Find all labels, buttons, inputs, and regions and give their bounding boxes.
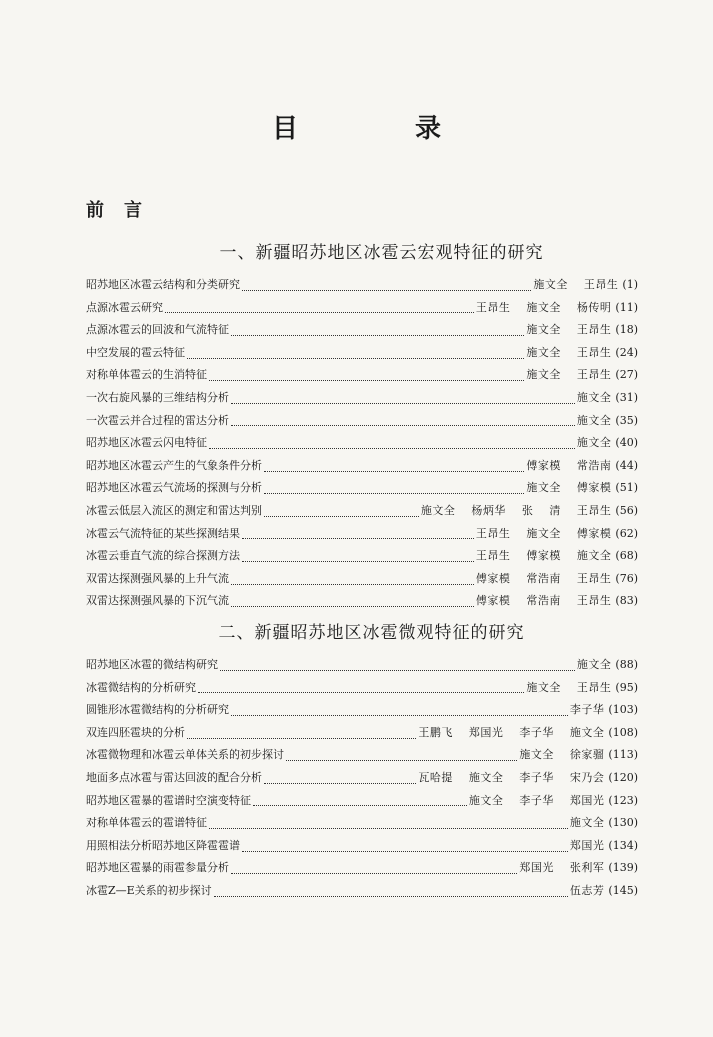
entry-title: 冰雹云垂直气流的综合探测方法 xyxy=(86,549,240,563)
entry-title: 昭苏地区冰雹的微结构研究 xyxy=(86,658,218,671)
toc-entry xyxy=(86,814,638,837)
dot-leader xyxy=(286,760,517,761)
dot-leader xyxy=(242,290,531,291)
toc-entry xyxy=(86,882,638,905)
dot-leader xyxy=(264,516,419,517)
entry-page-number: (35) xyxy=(615,413,638,427)
dot-leader xyxy=(242,561,474,562)
toc-entry xyxy=(86,502,638,525)
entry-page-number: (24) xyxy=(615,345,638,359)
entry-page-number: (1) xyxy=(622,278,638,291)
entry-page-number: (83) xyxy=(615,594,638,608)
entry-title: 昭苏地区雹暴的雹谱时空演变特征 xyxy=(86,793,251,807)
dot-leader xyxy=(264,471,524,472)
entry-page-number: (31) xyxy=(615,390,638,404)
entry-title: 昭苏地区冰雹云产生的气象条件分析 xyxy=(86,458,262,472)
entry-authors: 傅家模 常浩南 王昂生 xyxy=(475,594,612,608)
entry-authors: 施文全 杨炳华 张 清 王昂生 xyxy=(420,503,612,517)
entry-authors: 王昂生 施文全 傅家模 xyxy=(475,526,612,540)
entry-page-number: (40) xyxy=(615,436,638,450)
entry-authors: 施文全 徐家骝 xyxy=(519,748,605,762)
dot-leader xyxy=(231,873,517,874)
entry-authors: 傅家模 常浩南 xyxy=(526,458,612,472)
dot-leader xyxy=(231,403,575,404)
preface-heading: 前言 xyxy=(86,200,162,221)
toc-entry xyxy=(86,724,638,747)
section-heading-2: 二、新疆昭苏地区冰雹微观特征的研究 xyxy=(218,623,525,643)
entry-page-number: (130) xyxy=(608,816,638,830)
dot-leader xyxy=(187,358,524,359)
entry-title: 昭苏地区冰雹云气流场的探测与分析 xyxy=(86,481,262,495)
entry-page-number: (108) xyxy=(608,725,638,739)
entry-authors: 施文全 傅家模 xyxy=(526,481,612,495)
entry-authors: 施文全 xyxy=(576,390,612,404)
entry-page-number: (27) xyxy=(615,368,638,382)
entry-page-number: (62) xyxy=(615,526,638,540)
dot-leader xyxy=(209,380,524,381)
toc-entry xyxy=(86,299,638,322)
entry-page-number: (51) xyxy=(615,481,638,495)
toc-entry xyxy=(86,701,638,724)
entry-authors: 施文全 xyxy=(576,658,612,671)
toc-entry xyxy=(86,389,638,412)
entry-page-number: (18) xyxy=(615,323,638,337)
entry-page-number: (123) xyxy=(608,793,638,807)
entry-page-number: (88) xyxy=(615,658,638,671)
entry-authors: 傅家模 常浩南 王昂生 xyxy=(475,571,612,585)
entry-title: 圆锥形冰雹微结构的分析研究 xyxy=(86,703,229,717)
entry-title: 对称单体雹云的生消特征 xyxy=(86,368,207,382)
entry-authors: 伍志芳 xyxy=(569,883,605,897)
entry-authors: 施文全 xyxy=(576,413,612,427)
dot-leader xyxy=(231,425,575,426)
entry-authors: 施文全 王昂生 xyxy=(533,278,619,291)
toc-entry xyxy=(86,746,638,769)
toc-list-section-1 xyxy=(86,276,638,615)
entry-authors: 施文全 王昂生 xyxy=(526,368,612,382)
entry-authors: 王昂生 施文全 杨传明 xyxy=(475,300,612,314)
toc-entry xyxy=(86,457,638,480)
entry-title: 双雷达探测强风暴的下沉气流 xyxy=(86,594,229,608)
entry-page-number: (11) xyxy=(615,300,638,314)
entry-page-number: (113) xyxy=(608,748,638,762)
toc-entry xyxy=(86,344,638,367)
entry-title: 冰雹Z—E关系的初步探讨 xyxy=(86,883,212,897)
entry-authors: 李子华 xyxy=(569,703,605,717)
toc-entry xyxy=(86,592,638,615)
dot-leader xyxy=(220,670,575,671)
entry-title: 冰雹微结构的分析研究 xyxy=(86,680,196,694)
toc-entry xyxy=(86,859,638,882)
entry-page-number: (68) xyxy=(615,549,638,563)
entry-title: 冰雹云低层入流区的测定和雷达判别 xyxy=(86,503,262,517)
entry-title: 冰雹微物理和冰雹云单体关系的初步探讨 xyxy=(86,748,284,762)
dot-leader xyxy=(209,828,568,829)
entry-authors: 施文全 李子华 郑国光 xyxy=(468,793,605,807)
entry-title: 昭苏地区雹暴的雨雹参量分析 xyxy=(86,861,229,875)
entry-page-number: (56) xyxy=(615,503,638,517)
entry-page-number: (134) xyxy=(608,838,638,852)
toc-entry xyxy=(86,366,638,389)
entry-title: 一次雹云并合过程的雷达分析 xyxy=(86,413,229,427)
entry-title: 昭苏地区冰雹云闪电特征 xyxy=(86,436,207,450)
entry-title: 昭苏地区冰雹云结构和分类研究 xyxy=(86,278,240,291)
entry-authors: 施文全 xyxy=(576,436,612,450)
dot-leader xyxy=(209,448,575,449)
toc-entry xyxy=(86,479,638,502)
dot-leader xyxy=(264,493,524,494)
dot-leader xyxy=(214,896,568,897)
entry-title: 双雷达探测强风暴的上升气流 xyxy=(86,571,229,585)
toc-list-section-2 xyxy=(86,656,638,905)
toc-entry xyxy=(86,434,638,457)
toc-entry xyxy=(86,547,638,570)
entry-authors: 施文全 王昂生 xyxy=(526,345,612,359)
entry-title: 中空发展的雹云特征 xyxy=(86,345,185,359)
entry-page-number: (103) xyxy=(608,703,638,717)
dot-leader xyxy=(253,805,467,806)
page-title: 目 录 xyxy=(271,114,496,144)
entry-title: 点源冰雹云研究 xyxy=(86,300,163,314)
toc-entry xyxy=(86,525,638,548)
entry-page-number: (145) xyxy=(608,883,638,897)
dot-leader xyxy=(231,715,568,716)
entry-title: 用照相法分析昭苏地区降雹雹谱 xyxy=(86,838,240,852)
entry-authors: 王鹏飞 郑国光 李子华 施文全 xyxy=(418,725,605,739)
entry-page-number: (76) xyxy=(615,571,638,585)
entry-page-number: (95) xyxy=(615,680,638,694)
entry-authors: 施文全 王昂生 xyxy=(526,323,612,337)
entry-authors: 瓦哈提 施文全 李子华 宋乃会 xyxy=(418,770,605,784)
entry-title: 对称单体雹云的雹谱特征 xyxy=(86,816,207,830)
toc-entry xyxy=(86,570,638,593)
entry-title: 双连四胚雹块的分析 xyxy=(86,725,185,739)
dot-leader xyxy=(242,538,474,539)
entry-title: 一次右旋风暴的三维结构分析 xyxy=(86,390,229,404)
toc-entry xyxy=(86,276,638,299)
entry-authors: 郑国光 xyxy=(569,838,605,852)
dot-leader xyxy=(231,584,474,585)
toc-entry xyxy=(86,679,638,702)
entry-authors: 施文全 王昂生 xyxy=(526,680,612,694)
entry-authors: 郑国光 张利军 xyxy=(519,861,605,875)
entry-page-number: (120) xyxy=(608,770,638,784)
dot-leader xyxy=(242,851,568,852)
entry-title: 点源冰雹云的回波和气流特征 xyxy=(86,323,229,337)
section-heading-1: 一、新疆昭苏地区冰雹云宏观特征的研究 xyxy=(219,243,544,263)
dot-leader xyxy=(264,783,416,784)
dot-leader xyxy=(231,606,474,607)
toc-entry xyxy=(86,769,638,792)
toc-entry xyxy=(86,792,638,815)
dot-leader xyxy=(231,335,524,336)
toc-entry xyxy=(86,656,638,679)
entry-title: 地面多点冰雹与雷达回波的配合分析 xyxy=(86,770,262,784)
entry-page-number: (44) xyxy=(615,458,638,472)
toc-entry xyxy=(86,412,638,435)
entry-page-number: (139) xyxy=(608,861,638,875)
dot-leader xyxy=(198,692,524,693)
toc-entry xyxy=(86,321,638,344)
entry-authors: 施文全 xyxy=(569,816,605,830)
dot-leader xyxy=(187,738,416,739)
toc-entry xyxy=(86,837,638,860)
entry-title: 冰雹云气流特征的某些探测结果 xyxy=(86,526,240,540)
dot-leader xyxy=(165,312,474,313)
entry-authors: 王昂生 傅家模 施文全 xyxy=(475,549,612,563)
